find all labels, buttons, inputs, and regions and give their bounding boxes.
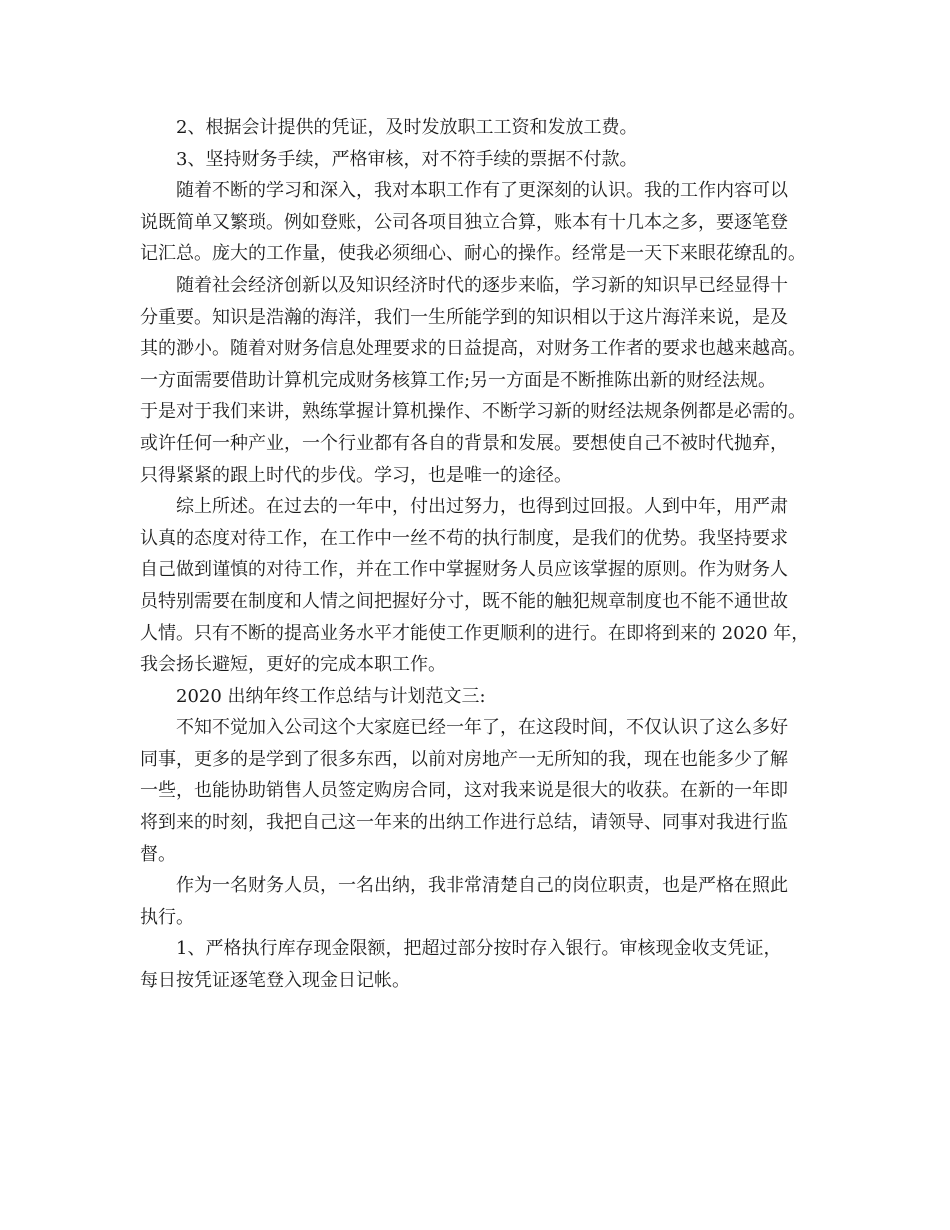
- text-line: 每日按凭证逐笔登入现金日记帐。: [140, 970, 410, 992]
- text-line: 自己做到谨慎的对待工作，并在工作中掌握财务人员应该掌握的原则。作为财务人: [140, 559, 788, 581]
- text-line: 于是对于我们来讲，熟练掌握计算机操作、不断学习新的财经法规条例都是必需的。: [140, 401, 806, 423]
- text-line: 只得紧紧的跟上时代的步伐。学习，也是唯一的途径。: [140, 464, 572, 486]
- text-line: 同事，更多的是学到了很多东西，以前对房地产一无所知的我，现在也能多少了解: [140, 748, 788, 770]
- text-line: 我会扬长避短，更好的完成本职工作。: [140, 654, 446, 676]
- text-line: 1、严格执行库存现金限额，把超过部分按时存入银行。审核现金收支凭证，: [176, 938, 782, 960]
- text-line: 或许任何一种产业，一个行业都有各自的背景和发展。要想使自己不被时代抛弃，: [140, 432, 788, 454]
- text-line: 员特别需要在制度和人情之间把握好分寸，既不能的触犯规章制度也不能不通世故: [140, 590, 788, 612]
- text-line: 2、根据会计提供的凭证，及时发放职工工资和发放工费。: [176, 117, 638, 138]
- text-line: 综上所述。在过去的一年中，付出过努力，也得到过回报。人到中年，用严肃: [176, 496, 788, 518]
- text-line: 督。: [140, 843, 176, 865]
- text-line: 分重要。知识是浩瀚的海洋，我们一生所能学到的知识相以于这片海洋来说，是及: [140, 306, 788, 328]
- text-line: 一些，也能协助销售人员签定购房合同，这对我来说是很大的收获。在新的一年即: [140, 780, 788, 802]
- section-heading: 2020 出纳年终工作总结与计划范文三:: [176, 685, 486, 707]
- text-line: 不知不觉加入公司这个大家庭已经一年了，在这段时间，不仅认识了这么多好: [176, 717, 788, 739]
- text-line: 执行。: [140, 906, 194, 928]
- text-line: 其的渺小。随着对财务信息处理要求的日益提高，对财务工作者的要求也越来越高。: [140, 338, 806, 360]
- text-line: 作为一名财务人员，一名出纳，我非常清楚自己的岗位职责，也是严格在照此: [176, 875, 788, 897]
- text-line: 随着社会经济创新以及知识经济时代的逐步来临，学习新的知识早已经显得十: [176, 274, 788, 296]
- document-page: [140, 112, 820, 997]
- text-line: 认真的态度对待工作，在工作中一丝不苟的执行制度，是我们的优势。我坚持要求: [140, 527, 788, 549]
- text-line: 人情。只有不断的提高业务水平才能使工作更顺利的进行。在即将到来的 2020 年，: [140, 622, 810, 644]
- text-line: 记汇总。庞大的工作量，使我必须细心、耐心的操作。经常是一天下来眼花缭乱的。: [140, 243, 806, 265]
- text-line: 说既简单又繁琐。例如登账，公司各项目独立合算，账本有十几本之多，要逐笔登: [140, 211, 788, 233]
- text-line: 将到来的时刻，我把自己这一年来的出纳工作进行总结，请领导、同事对我进行监: [140, 812, 788, 834]
- text-line: 随着不断的学习和深入，我对本职工作有了更深刻的认识。我的工作内容可以: [176, 180, 788, 202]
- text-line: 一方面需要借助计算机完成财务核算工作;另一方面是不断推陈出新的财经法规。: [140, 369, 777, 391]
- text-line: 3、坚持财务手续，严格审核，对不符手续的票据不付款。: [176, 148, 638, 170]
